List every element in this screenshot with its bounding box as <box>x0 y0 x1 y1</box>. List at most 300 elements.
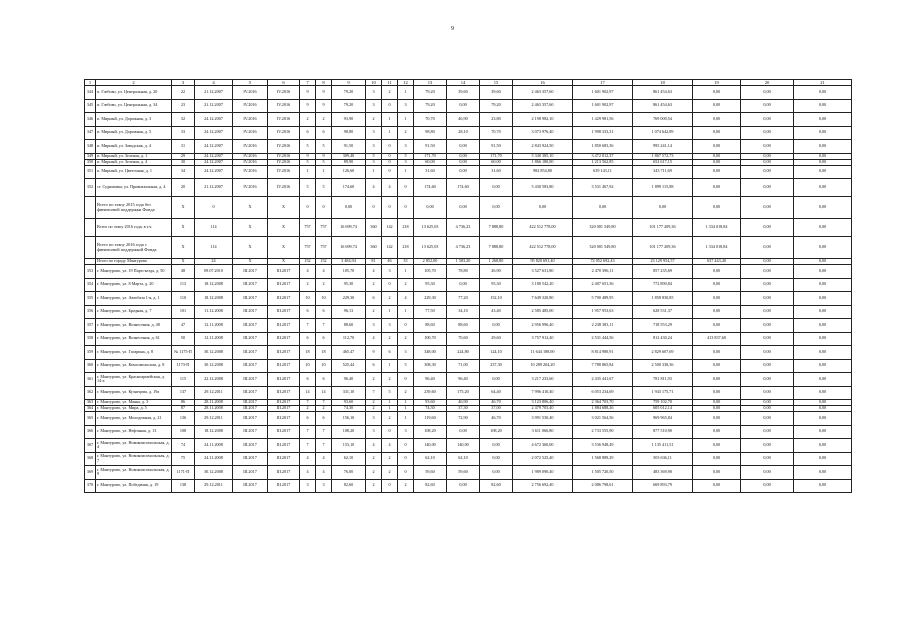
table-cell: 1 866 180,00 <box>513 159 573 165</box>
table-cell: 0,00 <box>741 319 794 333</box>
table-cell: 70,70 <box>480 126 513 140</box>
table-cell: 3 531 467,92 <box>573 179 633 197</box>
table-cell: 2 843 924,50 <box>513 140 573 154</box>
address-cell: г. Мантурово, ул. Маяка, д. 3 <box>96 400 172 406</box>
table-cell: 669 893,79 <box>633 479 693 493</box>
table-cell: 4 <box>316 452 332 466</box>
table-cell: 171,70 <box>414 153 447 159</box>
table-cell: IV.2016 <box>268 153 300 159</box>
table-cell: 2 <box>398 386 414 400</box>
table-cell: 772 890,84 <box>633 278 693 292</box>
table-cell: 0 <box>398 319 414 333</box>
table-cell: 5 <box>316 140 332 154</box>
table-row <box>85 373 852 387</box>
table-cell: 637 443,40 <box>693 259 741 265</box>
table-cell: III.2017 <box>268 425 300 439</box>
column-number: 20 <box>741 80 794 86</box>
table-cell: 1 505 720,50 <box>573 466 633 480</box>
table-cell: 4 672 360,00 <box>513 439 573 453</box>
table-cell: 812 430,24 <box>633 332 693 346</box>
table-cell: 0,00 <box>794 153 852 159</box>
table-cell: 47 <box>172 319 195 333</box>
column-number: 16 <box>513 80 573 86</box>
table-cell: III.2017 <box>233 292 268 306</box>
table-cell: 2 <box>366 113 382 127</box>
table-cell: X <box>233 219 268 237</box>
table-cell: 718 553,29 <box>633 319 693 333</box>
column-number: 5 <box>233 80 268 86</box>
table-cell: 0 <box>382 278 398 292</box>
column-number: 11 <box>382 80 398 86</box>
table-cell: 2 <box>382 86 398 100</box>
table-cell: III.2017 <box>233 406 268 412</box>
table-cell: 0,00 <box>741 237 794 259</box>
register-table <box>84 79 852 493</box>
table-cell: X <box>233 197 268 219</box>
table-cell: 995 241,14 <box>633 140 693 154</box>
table-cell: 367 <box>85 439 96 453</box>
table-cell: 2 086 798,61 <box>573 479 633 493</box>
table-cell: 3 180 542,20 <box>513 278 573 292</box>
table-cell: 3 <box>366 425 382 439</box>
table-cell: 628 531,37 <box>633 305 693 319</box>
table-cell: 1 <box>398 400 414 406</box>
table-cell: 0,00 <box>693 165 741 179</box>
table-cell: 364 <box>85 406 96 412</box>
table-cell: 10 <box>316 292 332 306</box>
table-cell: 93,90 <box>332 113 366 127</box>
table-cell: III.2017 <box>268 305 300 319</box>
table-cell: III.2017 <box>233 479 268 493</box>
table-cell: 95,30 <box>414 278 447 292</box>
table-cell: 2 585 485,00 <box>513 305 573 319</box>
table-cell: 156,10 <box>332 412 366 426</box>
table-cell: 7 <box>316 425 332 439</box>
table-cell: 0,00 <box>447 278 480 292</box>
table-cell: 0,00 <box>741 292 794 306</box>
table-cell: 0,00 <box>741 359 794 373</box>
table-cell: 3 484,94 <box>332 259 366 265</box>
table-cell: 110 <box>172 292 195 306</box>
table-cell: 0 <box>398 466 414 480</box>
table-cell: 8 814 980,91 <box>573 346 633 360</box>
table-cell: 0,00 <box>794 86 852 100</box>
column-number: 13 <box>414 80 447 86</box>
address-cell: п. Глебово, ул. Центральная, д. 20 <box>96 86 172 100</box>
table-row <box>85 179 852 197</box>
table-cell: 345 <box>85 99 96 113</box>
table-cell: 2 407 651,36 <box>573 278 633 292</box>
table-cell: 0,00 <box>741 113 794 127</box>
address-cell: п. Мирный, ул. Заводская, д. 4 <box>96 140 172 154</box>
table-cell: 4 <box>366 179 382 197</box>
table-cell: 0,00 <box>741 259 794 265</box>
table-cell: 16 699,74 <box>332 219 366 237</box>
table-cell: 7 649 320,80 <box>513 292 573 306</box>
table-cell: 10 <box>300 292 316 306</box>
table-cell: 96,40 <box>447 373 480 387</box>
table-cell: 3 991 530,40 <box>513 412 573 426</box>
table-cell: 344 <box>85 86 96 100</box>
table-cell: 4 <box>300 452 316 466</box>
table-cell: 1 074 642,89 <box>633 126 693 140</box>
table-cell: 0,00 <box>693 113 741 127</box>
table-cell: 0,00 <box>414 197 447 219</box>
table-cell: 2 <box>316 113 332 127</box>
table-row <box>85 140 852 154</box>
table-cell: III.2017 <box>233 359 268 373</box>
page-number: 9 <box>451 26 454 32</box>
table-cell: 62,10 <box>332 452 366 466</box>
table-cell: 79,20 <box>332 99 366 113</box>
table-cell: 108 <box>172 425 195 439</box>
table-cell: 1 334 018,84 <box>693 219 741 237</box>
table-cell: 861 454,63 <box>633 99 693 113</box>
table-cell: 115 <box>172 373 195 387</box>
table-cell: 30.12.2008 <box>195 346 233 360</box>
table-cell: III.2017 <box>268 452 300 466</box>
table-cell: 101 177 209,36 <box>633 237 693 259</box>
table-cell: 343 711,69 <box>633 165 693 179</box>
table-cell: 224,80 <box>447 346 480 360</box>
table-cell: 114 <box>195 237 233 259</box>
table-cell: 108,20 <box>414 425 447 439</box>
table-cell: III.2017 <box>268 332 300 346</box>
table-row <box>85 479 852 493</box>
column-number: 14 <box>447 80 480 86</box>
table-cell: 7 <box>300 400 316 406</box>
table-cell: IV.2016 <box>268 99 300 113</box>
table-cell: 20 <box>172 179 195 197</box>
table-cell: 31 <box>172 140 195 154</box>
table-cell: 2 <box>366 400 382 406</box>
table-cell: 2 <box>382 373 398 387</box>
table-cell: 3 <box>316 479 332 493</box>
table-cell: 0,00 <box>447 159 480 165</box>
table-cell: 7 <box>300 439 316 453</box>
table-cell: 3 472 812,37 <box>573 153 633 159</box>
table-cell: 2 <box>366 466 382 480</box>
table-cell: 0,00 <box>480 466 513 480</box>
table-cell: 98,80 <box>332 126 366 140</box>
table-cell: 0,00 <box>693 425 741 439</box>
table-cell <box>85 237 96 259</box>
table-cell: IV.2016 <box>268 86 300 100</box>
table-cell: IV.2016 <box>233 113 268 127</box>
table-cell: 2 956 996,40 <box>513 319 573 333</box>
table-cell: 0,00 <box>480 439 513 453</box>
table-cell: 422 512 778,00 <box>513 237 573 259</box>
table-cell: 320 001 549,80 <box>573 219 633 237</box>
table-cell: 1 <box>382 400 398 406</box>
table-cell: III.2017 <box>233 319 268 333</box>
table-cell: 350 <box>85 159 96 165</box>
table-cell: 0,00 <box>513 197 573 219</box>
table-cell: 2 479 703,40 <box>513 406 573 412</box>
table-cell: 24.12.2007 <box>195 153 233 159</box>
table-cell: 0,00 <box>741 219 794 237</box>
table-cell: III.2017 <box>233 386 268 400</box>
table-cell: 5 430 583,80 <box>513 179 573 197</box>
table-cell: 0,00 <box>693 319 741 333</box>
table-cell: 2 733 555,90 <box>573 425 633 439</box>
table-cell: 24.11.2008 <box>195 439 233 453</box>
table-cell: 6 <box>316 305 332 319</box>
table-cell: 95 820 691,40 <box>513 259 573 265</box>
table-cell: 0,00 <box>741 332 794 346</box>
table-cell: 113 <box>172 278 195 292</box>
table-cell: 24.11.2008 <box>195 452 233 466</box>
table-cell: III.2017 <box>268 400 300 406</box>
table-cell: 24.12.2007 <box>195 126 233 140</box>
table-row <box>85 86 852 100</box>
address-cell: г. Мантурово, ул. Вознесения, д. 61 <box>96 332 172 346</box>
table-cell: 77,20 <box>447 292 480 306</box>
table-cell: 0,00 <box>741 126 794 140</box>
table-cell: III.2017 <box>268 265 300 279</box>
table-cell: 2 531 444,56 <box>573 332 633 346</box>
table-cell: 0,00 <box>794 265 852 279</box>
table-cell: 12.11.2008 <box>195 319 233 333</box>
table-cell: 37,30 <box>447 406 480 412</box>
table-cell: 0,00 <box>794 479 852 493</box>
table-cell: 4 <box>366 265 382 279</box>
table-row <box>85 386 852 400</box>
table-cell: 1 <box>382 126 398 140</box>
table-cell: 21.12.2007 <box>195 179 233 197</box>
table-cell: 363 <box>85 400 96 406</box>
column-number: 10 <box>366 80 382 86</box>
table-cell: 0,00 <box>693 140 741 154</box>
table-cell: 3 <box>398 99 414 113</box>
table-cell: 422 512 778,00 <box>513 219 573 237</box>
table-cell <box>85 197 96 219</box>
table-cell: 7 996 410,40 <box>513 386 573 400</box>
table-cell: 0,00 <box>741 99 794 113</box>
table-cell: 0 <box>316 197 332 219</box>
table-cell: 5 <box>382 386 398 400</box>
total-row <box>85 197 852 219</box>
table-cell: 3 611 066,80 <box>513 425 573 439</box>
table-cell: 1 601 902,97 <box>573 86 633 100</box>
table-cell: 2 072 525,40 <box>513 452 573 466</box>
table-cell: 4 736,23 <box>447 237 480 259</box>
table-cell: III.2017 <box>268 439 300 453</box>
table-cell: 2 <box>382 452 398 466</box>
table-cell: 6 <box>300 412 316 426</box>
table-cell: 781 811,93 <box>633 373 693 387</box>
table-cell: 87 <box>172 406 195 412</box>
table-cell <box>85 219 96 237</box>
table-cell: 0,00 <box>693 400 741 406</box>
table-cell: 153,10 <box>332 439 366 453</box>
table-cell: 89,90 <box>332 159 366 165</box>
table-cell: 22 <box>172 86 195 100</box>
table-cell: 6 <box>316 126 332 140</box>
table-cell: 62,10 <box>447 452 480 466</box>
table-cell: III.2017 <box>233 278 268 292</box>
table-cell: 114 <box>195 219 233 237</box>
table-cell: 2 <box>300 278 316 292</box>
table-cell: 4 <box>382 439 398 453</box>
table-cell: 18 <box>316 346 332 360</box>
table-cell: IV.2016 <box>268 113 300 127</box>
table-cell: 1 850 683,36 <box>573 140 633 154</box>
address-cell: г. Мантурово, ул. Молодежная, д. 21 <box>96 412 172 426</box>
table-cell: 355 <box>85 292 96 306</box>
table-cell: 72 052 692,43 <box>573 259 633 265</box>
column-number: 19 <box>693 80 741 86</box>
table-cell: 0,00 <box>693 179 741 197</box>
table-cell: 331,10 <box>332 386 366 400</box>
table-cell: 62,10 <box>414 452 447 466</box>
table-cell: 91,50 <box>332 140 366 154</box>
table-cell: 175,20 <box>447 386 480 400</box>
table-row <box>85 332 852 346</box>
table-cell: 2 756 692,40 <box>513 479 573 493</box>
address-cell: п. Мирный, ул. Цветочная, д. 1 <box>96 165 172 179</box>
table-cell: 50 <box>172 332 195 346</box>
column-number: 8 <box>316 80 332 86</box>
table-cell: 0,00 <box>447 140 480 154</box>
table-cell: 152,10 <box>480 292 513 306</box>
table-cell: 0,00 <box>480 197 513 219</box>
table-cell: 2 <box>366 373 382 387</box>
table-cell: 360 <box>85 359 96 373</box>
table-cell: 3 <box>398 140 414 154</box>
address-cell: г. Мантурово, ул. 19 Партсъезда, д. 50 <box>96 265 172 279</box>
table-cell: 7 788 865,84 <box>573 359 633 373</box>
table-cell: 0,00 <box>794 292 852 306</box>
table-cell: 2 <box>398 479 414 493</box>
table-cell: 93,60 <box>414 400 447 406</box>
table-cell: 1 <box>398 406 414 412</box>
table-cell: 218 <box>398 237 414 259</box>
table-cell: 757 <box>316 219 332 237</box>
table-cell: 0,00 <box>794 466 852 480</box>
table-cell: 0,00 <box>633 197 693 219</box>
table-cell: 6 053 234,69 <box>573 386 633 400</box>
table-cell: 5 <box>316 159 332 165</box>
table-cell: 0,00 <box>693 153 741 159</box>
table-cell: 0,00 <box>794 332 852 346</box>
table-cell: 29.12.2011 <box>195 412 233 426</box>
table-cell: 23 129 954,57 <box>633 259 693 265</box>
table-cell: 0,00 <box>693 278 741 292</box>
table-cell: 174,60 <box>447 179 480 197</box>
table-cell: 0,00 <box>741 265 794 279</box>
table-cell: 3 <box>398 425 414 439</box>
table-cell: 9 <box>300 86 316 100</box>
table-cell: 0,00 <box>741 179 794 197</box>
table-cell: 88,60 <box>332 319 366 333</box>
table-cell: 360 <box>366 237 382 259</box>
table-cell: 0,00 <box>693 99 741 113</box>
table-cell: 2 <box>316 406 332 412</box>
table-cell: 13 625,03 <box>414 219 447 237</box>
table-row <box>85 346 852 360</box>
table-cell: 2 500 338,36 <box>633 359 693 373</box>
column-number: 17 <box>573 80 633 86</box>
table-cell: 6 <box>316 373 332 387</box>
table-cell: 0,00 <box>693 292 741 306</box>
table-cell: 174,60 <box>332 179 366 197</box>
table-row <box>85 165 852 179</box>
table-cell: 0,00 <box>693 159 741 165</box>
table-cell: 6 <box>300 373 316 387</box>
table-cell: X <box>233 237 268 259</box>
table-cell: 0 <box>398 197 414 219</box>
table-cell: III.2017 <box>233 452 268 466</box>
table-cell: 126,60 <box>332 165 366 179</box>
table-cell: 358 <box>85 332 96 346</box>
address-cell: г. Мантурово, ул. Красноармейская, д. 14-а <box>96 373 172 387</box>
table-cell: 0,00 <box>794 259 852 265</box>
table-cell: 5 340 385,10 <box>513 153 573 159</box>
table-cell: 23 <box>172 99 195 113</box>
table-cell: 43,40 <box>480 305 513 319</box>
table-cell: 366 <box>85 425 96 439</box>
table-cell: III.2017 <box>268 359 300 373</box>
table-cell: 0,00 <box>447 197 480 219</box>
table-row <box>85 425 852 439</box>
table-cell: 1 213 562,85 <box>573 159 633 165</box>
table-cell: 82,60 <box>480 479 513 493</box>
table-cell: 1 334 018,84 <box>693 237 741 259</box>
table-cell: 757 <box>316 237 332 259</box>
table-cell: 0 <box>398 179 414 197</box>
table-cell: № 1175-П <box>172 346 195 360</box>
table-cell: X <box>172 237 195 259</box>
table-cell: 70,60 <box>447 332 480 346</box>
table-cell: III.2017 <box>268 406 300 412</box>
table-cell: 1 <box>366 165 382 179</box>
table-cell: 1 884 688,26 <box>573 406 633 412</box>
table-cell: IV.2016 <box>233 99 268 113</box>
table-cell: 0,00 <box>480 319 513 333</box>
table-cell: 3 <box>398 346 414 360</box>
table-cell: 0,00 <box>794 346 852 360</box>
table-cell: 0,00 <box>794 412 852 426</box>
table-cell: III.2017 <box>233 265 268 279</box>
table-cell: 1 <box>398 113 414 127</box>
table-cell: 0,00 <box>741 452 794 466</box>
address-cell: п. Глебово, ул. Центральная, д. 34 <box>96 99 172 113</box>
table-cell: 6 <box>316 332 332 346</box>
table-cell: 32 <box>172 113 195 127</box>
table-cell: 0,00 <box>693 197 741 219</box>
table-cell: 2 <box>382 292 398 306</box>
register-table-body <box>85 80 852 493</box>
table-cell: 2 <box>300 113 316 127</box>
table-cell: 35 <box>398 259 414 265</box>
table-cell: 152 <box>300 259 316 265</box>
table-cell: 74,30 <box>414 406 447 412</box>
table-cell: 0 <box>382 159 398 165</box>
table-cell: 652 617,15 <box>633 159 693 165</box>
table-cell: IV.2016 <box>233 165 268 179</box>
table-cell: 0,00 <box>447 153 480 159</box>
table-cell: 30.12.2008 <box>195 466 233 480</box>
table-cell: 29.12.2011 <box>195 386 233 400</box>
table-row <box>85 359 852 373</box>
table-cell: 2 <box>382 412 398 426</box>
table-cell: 0,00 <box>741 406 794 412</box>
table-cell: 2 <box>366 479 382 493</box>
table-cell: 9 <box>316 99 332 113</box>
table-cell: 124,10 <box>480 346 513 360</box>
table-cell: 6 <box>300 305 316 319</box>
